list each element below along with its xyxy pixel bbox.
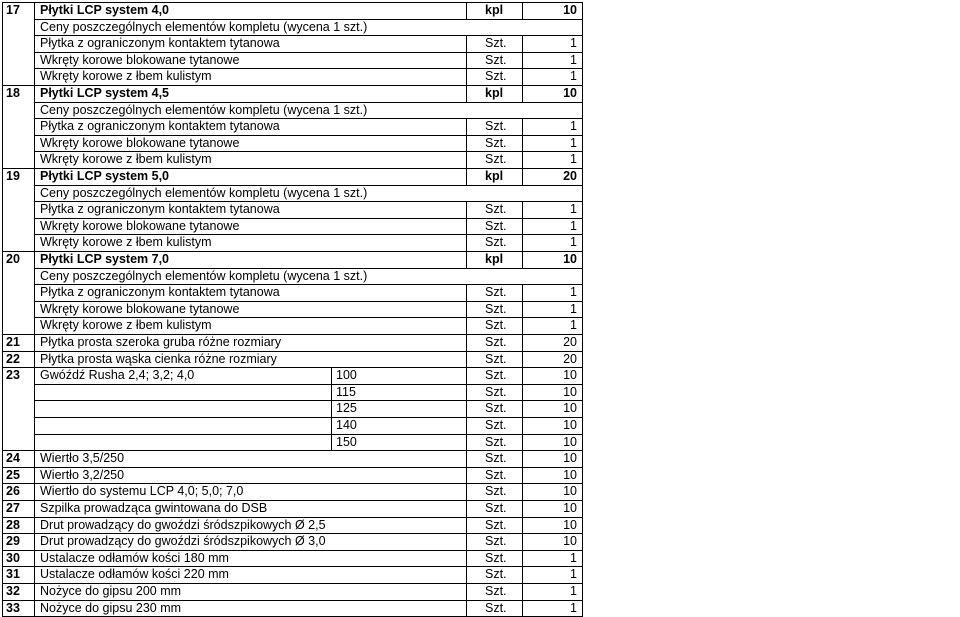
item-unit: Szt. <box>485 401 507 416</box>
item-name: Wkręty korowe z łbem kulistym <box>40 69 212 84</box>
item-unit: Szt. <box>485 368 507 383</box>
row-number: 18 <box>6 86 20 100</box>
item-unit: Szt. <box>485 318 507 333</box>
item-quantity <box>522 102 577 118</box>
row-number: 30 <box>6 550 20 565</box>
item-quantity: 1 <box>570 600 577 615</box>
item-name: Gwóźdź Rusha 2,4; 3,2; 4,0 <box>40 368 195 383</box>
row-number <box>6 52 34 68</box>
item-size <box>336 35 461 51</box>
item-name: Wkręty korowe blokowane tytanowe <box>40 135 240 150</box>
item-size <box>336 284 461 300</box>
border-lp <box>34 2 35 616</box>
row-number <box>6 118 34 134</box>
item-unit: kpl <box>485 252 504 266</box>
item-name: Ustalacze odłamów kości 180 mm <box>40 550 229 565</box>
item-quantity: 10 <box>563 401 577 416</box>
item-unit: Szt. <box>485 517 507 532</box>
item-unit: Szt. <box>485 36 507 51</box>
item-size <box>336 450 461 466</box>
item-unit: Szt. <box>485 351 507 366</box>
item-size <box>336 2 461 18</box>
item-unit: Szt. <box>485 218 507 233</box>
item-quantity: 10 <box>563 451 577 466</box>
item-unit: Szt. <box>485 335 507 349</box>
item-unit: Szt. <box>485 135 507 150</box>
item-unit: Szt. <box>485 451 507 466</box>
item-name: Nożyce do gipsu 200 mm <box>40 584 182 598</box>
item-quantity: 1 <box>570 567 577 582</box>
item-size <box>336 185 461 201</box>
row-number: 29 <box>6 534 20 549</box>
item-unit: Szt. <box>485 202 507 217</box>
item-size <box>336 201 461 217</box>
row-number: 22 <box>6 351 20 366</box>
item-quantity: 1 <box>570 202 577 217</box>
item-size <box>336 351 461 367</box>
item-size <box>336 85 461 101</box>
item-size <box>336 251 461 267</box>
item-size <box>336 583 461 599</box>
row-number: 23 <box>6 368 20 383</box>
item-unit: Szt. <box>485 584 507 598</box>
row-number <box>6 434 34 450</box>
item-quantity: 20 <box>563 335 577 349</box>
item-size <box>336 334 461 350</box>
row-number <box>6 284 34 300</box>
item-quantity: 10 <box>563 434 577 449</box>
item-name: Ceny poszczególnych elementów kompletu (wycena 1 szt.) <box>40 102 368 117</box>
item-unit: Szt. <box>485 567 507 582</box>
item-name: Płytka z ograniczonym kontaktem tytanowa <box>40 202 280 217</box>
item-quantity: 1 <box>570 584 577 598</box>
item-quantity: 20 <box>563 351 577 366</box>
item-name: Płytka z ograniczonym kontaktem tytanowa <box>40 36 280 51</box>
item-name: Wkręty korowe blokowane tytanowe <box>40 52 240 67</box>
border-left <box>2 2 3 616</box>
item-name: Wkręty korowe z łbem kulistym <box>40 152 212 167</box>
item-quantity: 1 <box>570 285 577 300</box>
item-name: Wkręty korowe z łbem kulistym <box>40 318 212 333</box>
item-quantity: 10 <box>563 484 577 499</box>
row-number <box>6 384 34 400</box>
item-unit: Szt. <box>485 434 507 449</box>
item-size <box>336 533 461 549</box>
item-quantity: 1 <box>570 36 577 51</box>
item-quantity: 1 <box>570 550 577 565</box>
item-size <box>336 517 461 533</box>
item-name: Ceny poszczególnych elementów kompletu (wycena 1 szt.) <box>40 268 368 283</box>
item-size <box>336 600 461 616</box>
item-name: Wkręty korowe blokowane tytanowe <box>40 301 240 316</box>
item-size <box>336 234 461 250</box>
item-unit: kpl <box>485 86 504 100</box>
item-size: 140 <box>336 418 357 432</box>
row-number <box>6 151 34 167</box>
item-quantity: 1 <box>570 218 577 233</box>
row-number: 19 <box>6 169 20 183</box>
row-number <box>6 185 34 201</box>
item-unit: Szt. <box>485 301 507 316</box>
row-number: 25 <box>6 467 20 482</box>
row-number: 20 <box>6 252 20 266</box>
row-number <box>6 301 34 317</box>
row-number <box>6 35 34 51</box>
item-quantity: 10 <box>563 534 577 549</box>
row-number: 27 <box>6 501 20 515</box>
item-size <box>336 52 461 68</box>
item-size: 100 <box>336 368 357 383</box>
item-quantity: 10 <box>563 501 577 515</box>
row-number: 28 <box>6 517 20 532</box>
item-name: Płytka prosta wąska cienka różne rozmiary <box>40 351 277 366</box>
item-size <box>336 151 461 167</box>
item-size <box>336 500 461 516</box>
item-name: Ceny poszczególnych elementów kompletu (wycena 1 szt.) <box>40 19 368 34</box>
item-size <box>336 135 461 151</box>
row-number <box>6 234 34 250</box>
item-name: Drut prowadzący do gwoździ śródszpikowych Ø 3,0 <box>40 534 326 549</box>
item-quantity <box>522 268 577 284</box>
item-size <box>336 19 461 35</box>
item-unit: kpl <box>485 169 504 183</box>
row-number: 33 <box>6 600 20 615</box>
item-quantity: 20 <box>563 169 577 183</box>
item-size <box>336 301 461 317</box>
item-unit: Szt. <box>485 285 507 300</box>
item-quantity: 10 <box>563 252 577 266</box>
border-right <box>582 2 583 616</box>
item-quantity: 10 <box>563 467 577 482</box>
row-number <box>6 68 34 84</box>
item-size <box>336 550 461 566</box>
item-name: Wkręty korowe blokowane tytanowe <box>40 218 240 233</box>
item-name: Płytki LCP system 4,5 <box>40 86 170 100</box>
item-unit: Szt. <box>485 534 507 549</box>
row-number <box>6 218 34 234</box>
item-quantity: 1 <box>570 235 577 250</box>
item-size <box>336 467 461 483</box>
item-quantity: 1 <box>570 135 577 150</box>
item-unit: Szt. <box>485 484 507 499</box>
item-quantity: 10 <box>563 418 577 432</box>
row-number <box>6 201 34 217</box>
row-number <box>6 135 34 151</box>
row-number <box>6 417 34 433</box>
item-name: Płytki LCP system 5,0 <box>40 169 170 183</box>
item-size <box>336 317 461 333</box>
item-name: Drut prowadzący do gwoździ śródszpikowych Ø 2,5 <box>40 517 326 532</box>
item-size <box>336 168 461 184</box>
item-name: Ceny poszczególnych elementów kompletu (wycena 1 szt.) <box>40 185 368 200</box>
item-name: Szpilka prowadząca gwintowana do DSB <box>40 501 268 515</box>
item-size <box>336 118 461 134</box>
item-name: Nożyce do gipsu 230 mm <box>40 600 182 615</box>
item-unit: Szt. <box>485 119 507 134</box>
row-number: 17 <box>6 3 20 17</box>
item-quantity: 10 <box>563 86 577 100</box>
row-number: 32 <box>6 584 20 598</box>
item-size <box>336 218 461 234</box>
row-number: 24 <box>6 451 20 466</box>
item-quantity: 1 <box>570 69 577 84</box>
item-size <box>336 268 461 284</box>
item-unit: Szt. <box>485 600 507 615</box>
item-quantity: 1 <box>570 52 577 67</box>
item-quantity: 1 <box>570 119 577 134</box>
item-size: 115 <box>336 384 356 399</box>
row-number <box>6 268 34 284</box>
item-unit: Szt. <box>485 235 507 250</box>
item-size <box>336 68 461 84</box>
item-name: Wiertło 3,5/250 <box>40 451 125 466</box>
item-name: Wiertło do systemu LCP 4,0; 5,0; 7,0 <box>40 484 244 499</box>
item-unit: Szt. <box>485 384 507 399</box>
item-quantity: 10 <box>563 3 577 17</box>
item-name: Wkręty korowe z łbem kulistym <box>40 235 212 250</box>
item-name: Płytka z ograniczonym kontaktem tytanowa <box>40 119 280 134</box>
item-quantity: 1 <box>570 301 577 316</box>
item-size <box>336 102 461 118</box>
item-quantity <box>522 185 577 201</box>
item-name: Płytki LCP system 7,0 <box>40 252 170 266</box>
item-name: Wiertło 3,2/250 <box>40 467 125 482</box>
row-number <box>6 19 34 35</box>
item-name: Płytki LCP system 4,0 <box>40 3 170 17</box>
item-size: 150 <box>336 434 357 449</box>
row-number: 31 <box>6 567 20 582</box>
item-unit: kpl <box>485 3 504 17</box>
row-number: 26 <box>6 484 20 499</box>
item-size <box>336 483 461 499</box>
item-unit: Szt. <box>485 501 507 515</box>
item-name: Płytka z ograniczonym kontaktem tytanowa <box>40 285 280 300</box>
item-quantity: 1 <box>570 152 577 167</box>
item-unit: Szt. <box>485 467 507 482</box>
item-unit: Szt. <box>485 69 507 84</box>
item-quantity: 10 <box>563 368 577 383</box>
row-number <box>6 400 34 416</box>
row-number: 21 <box>6 335 20 349</box>
item-quantity: 1 <box>570 318 577 333</box>
item-size <box>336 566 461 582</box>
row-number <box>6 317 34 333</box>
row-number <box>6 102 34 118</box>
item-unit: Szt. <box>485 550 507 565</box>
item-name: Płytka prosta szeroka gruba różne rozmiary <box>40 335 282 349</box>
item-size: 125 <box>336 401 357 416</box>
item-name: Ustalacze odłamów kości 220 mm <box>40 567 229 582</box>
item-unit: Szt. <box>485 152 507 167</box>
item-unit: Szt. <box>485 52 507 67</box>
item-quantity: 10 <box>563 517 577 532</box>
item-unit: Szt. <box>485 418 507 432</box>
item-quantity <box>522 19 577 35</box>
item-quantity: 10 <box>563 384 577 399</box>
